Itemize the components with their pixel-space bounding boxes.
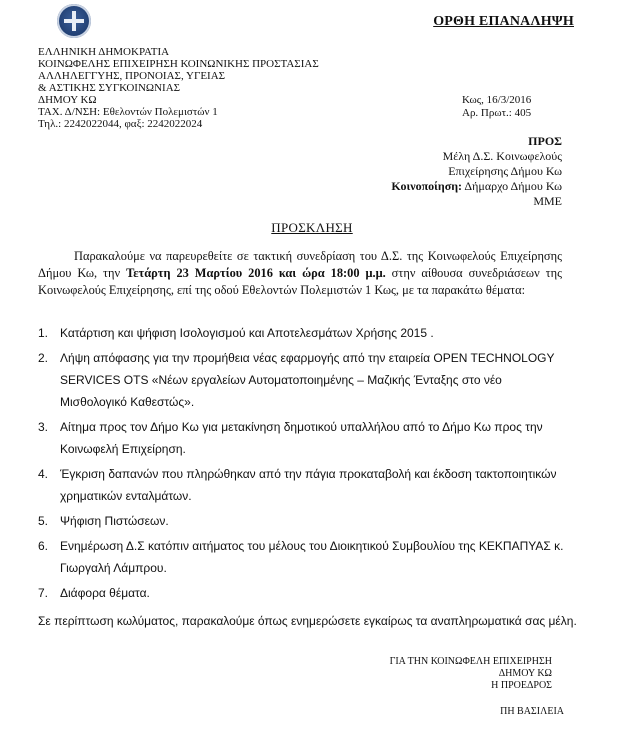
cc-label: Κοινοποίηση: — [391, 179, 463, 193]
intro-text: Παρακαλούμε να παρευρεθείτε σε τακτική συνεδρίαση του Δ.Σ. της Κοινωφελούς Επιχείρησης Δήμου Κω, την — [38, 249, 562, 280]
agenda-item-number: 1. — [38, 326, 49, 340]
agenda-item-text: Έγκριση δαπανών που πληρώθηκαν από την πάγια προκαταβολή και έκδοση τακτοποιητικών χρηματικών ενταλμάτων. — [60, 467, 557, 503]
agenda-item — [38, 510, 564, 532]
agenda-list — [38, 322, 564, 607]
sender-line: ΕΛΛΗΝΙΚΗ ΔΗΜΟΚΡΑΤΙΑ — [38, 46, 170, 58]
sender-line: ΔΗΜΟΥ ΚΩ — [38, 94, 97, 106]
sender-address: ΤΑΧ. Δ/ΝΣΗ: Εθελοντών Πολεμιστών 1 — [38, 106, 218, 118]
document-header-title: ΟΡΘΗ ΕΠΑΝΑΛΗΨΗ — [433, 14, 574, 29]
agenda-item — [38, 535, 564, 579]
agenda-item — [38, 582, 564, 604]
document-title: ΠΡΟΣΚΛΗΣΗ — [271, 220, 353, 235]
agenda-item-number: 7. — [38, 586, 49, 600]
date-protocol-block — [462, 94, 531, 120]
agenda-item-text: Ψήφιση Πιστώσεων. — [60, 514, 169, 528]
intro-paragraph — [38, 248, 562, 299]
signer-name: ΠΗ ΒΑΣΙΛΕΙΑ — [500, 706, 564, 717]
agenda-item-number: 4. — [38, 467, 49, 481]
document-date: Κως, 16/3/2016 — [462, 94, 532, 106]
recipients-block — [391, 134, 562, 209]
greek-emblem-icon — [57, 4, 91, 38]
protocol-number: Αρ. Πρωτ.: 405 — [462, 107, 532, 119]
agenda-item-number: 3. — [38, 420, 49, 434]
meeting-datetime: Τετάρτη 23 Μαρτίου 2016 και ώρα 18:00 μ.μ. — [126, 266, 386, 280]
signature-line: ΔΗΜΟΥ ΚΩ — [498, 668, 552, 679]
cc-recipient-media: ΜΜΕ — [533, 194, 562, 208]
sender-line: ΚΟΙΝΩΦΕΛΗΣ ΕΠΙΧΕΙΡΗΣΗ ΚΟΙΝΩΝΙΚΗΣ ΠΡΟΣΤΑΣΙΑΣ — [38, 58, 319, 70]
agenda-item-text: Αίτημα προς τον Δήμο Κω για μετακίνηση δημοτικού υπαλλήλου από το Δήμο Κω προς την Κοινωφελή Επιχείρηση. — [60, 420, 543, 456]
agenda-item — [38, 347, 564, 413]
agenda-item — [38, 463, 564, 507]
cc-line — [391, 179, 562, 194]
agenda-item — [38, 322, 564, 344]
agenda-item-number: 5. — [38, 514, 49, 528]
agenda-item-text: Διάφορα θέματα. — [60, 586, 150, 600]
signature-role: Η ΠΡΟΕΔΡΟΣ — [491, 680, 552, 691]
agenda-item-number: 2. — [38, 351, 49, 365]
sender-block — [38, 46, 319, 130]
signature-block — [372, 656, 552, 692]
recipient-line: Επιχείρησης Δήμου Κω — [448, 164, 562, 178]
sender-line: ΑΛΛΗΛΕΓΓΥΗΣ, ΠΡΟΝΟΙΑΣ, ΥΓΕΙΑΣ — [38, 70, 226, 82]
agenda-item-number: 6. — [38, 539, 49, 553]
intro-text-end: στην αίθουσα συνεδριάσεων της Κοινωφελούς Επιχείρησης, επί της οδού Εθελοντών Πολεμιστών 1 Κως, με τα παρακάτω θέματα: — [38, 266, 562, 297]
agenda-item — [38, 416, 564, 460]
sender-line: & ΑΣΤΙΚΗΣ ΣΥΓΚΟΙΝΩΝΙΑΣ — [38, 82, 181, 94]
cc-recipient: Δήμαρχο Δήμου Κω — [462, 179, 562, 193]
to-label: ΠΡΟΣ — [528, 134, 562, 148]
agenda-item-text: Κατάρτιση και ψήφιση Ισολογισμού και Αποτελεσμάτων Χρήσης 2015 . — [60, 326, 434, 340]
closing-paragraph: Σε περίπτωση κωλύματος, παρακαλούμε όπως ενημερώσετε εγκαίρως τα αναπληρωματικά σας μέλη. — [38, 614, 577, 628]
agenda-item-text: Λήψη απόφασης για την προμήθεια νέας εφαρμογής από την εταιρεία OPEN TECHNOLOGY SERVICES OTS «Νέων εργαλείων Αυτοματοποιημένης – Μαζικής Ένταξης στο νέο Μισθολογικό Καθεστώς». — [60, 351, 555, 409]
sender-phone: Τηλ.: 2242022044, φαξ: 2242022024 — [38, 118, 203, 130]
agenda-item-text: Ενημέρωση Δ.Σ κατόπιν αιτήματος του μέλους του Διοικητικού Συμβουλίου της ΚΕΚΠΑΠΥΑΣ κ. Γιωργαλή Λάμπρου. — [60, 539, 564, 575]
signature-line: ΓΙΑ ΤΗΝ ΚΟΙΝΩΦΕΛΗ ΕΠΙΧΕΙΡΗΣΗ — [389, 656, 552, 667]
recipient-line: Μέλη Δ.Σ. Κοινωφελούς — [442, 149, 562, 163]
